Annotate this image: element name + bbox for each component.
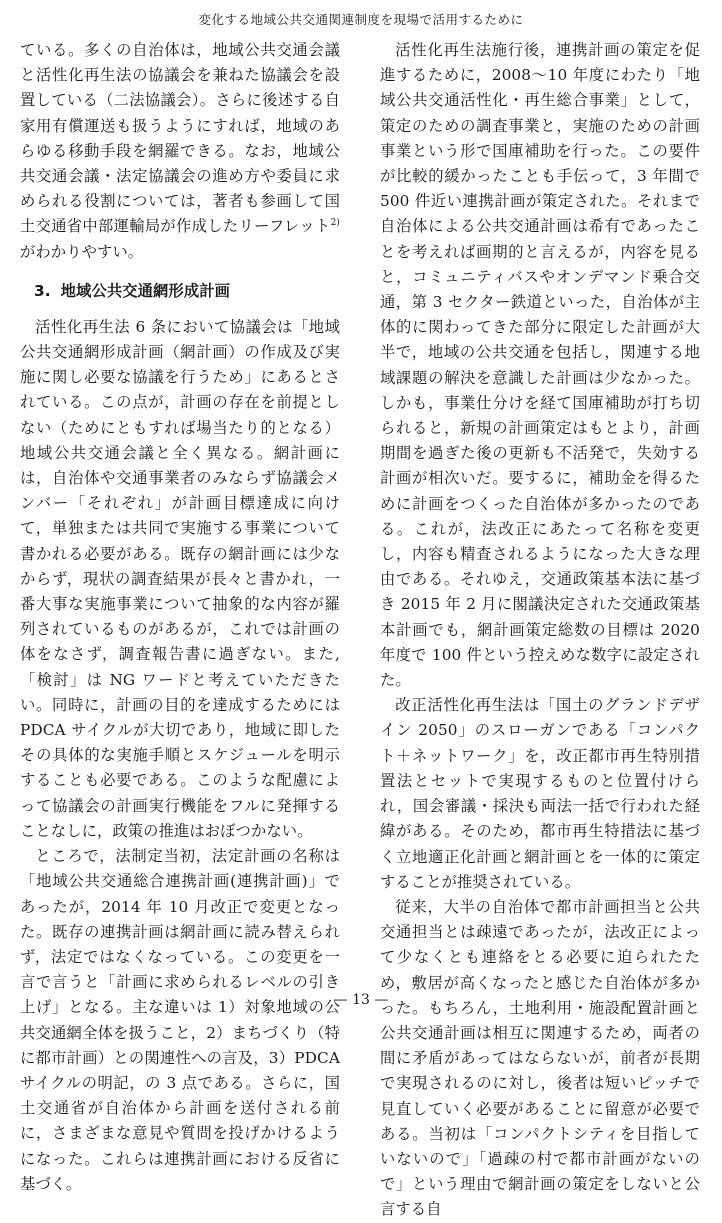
running-header: 変化する地域公共交通関連制度を現場で活用するために	[198, 12, 524, 27]
section-title: 地域公共交通網形成計画	[60, 281, 231, 300]
paragraph: 改正活性化再生法は「国土のグランドデザイン 2050」のスローガンである「コンパクト＋ネットワーク」を，改正都市再生特別措置法とセットで実現するものと位置付けられ，国会審議・採決も両法一括で行われた経緯がある。そのため，都市再生特措法に基づく立地適正化計画と網計画とを一体的に策定することが推奨されている。	[380, 696, 700, 891]
paragraph: 従来，大半の自治体で都市計画担当と公共交通担当とは疎遠であったが，法改正によって少なくとも連絡をとる必要に迫られたため，敷居が高くなったと感じた自治体が多かった。もちろん，土地利用・施設配置計画と公共交通計画は相互に関連するため，両者の間に矛盾があってはならないが，前者が長期で実現されるのに対し，後者は短いピッチで見直していく必要があることに留意が必要である。当初は「コンパクトシティを目指していないので」「過疎の村で都市計画がないので」という理由で網計画の策定をしないと公言する自	[380, 897, 700, 1219]
footnote-reference: 2)	[330, 218, 340, 229]
left-column	[20, 38, 340, 1197]
right-column	[380, 38, 700, 1223]
paragraph-continued: ている。多くの自治体は，地域公共交通会議と活性化再生法の協議会を兼ねた協議会を設置している（二法協議会）。さらに後述する自家用有償運送も扱うようにすれば，地域のあらゆる移動手段を網羅できる。なお，地域公共交通会議・法定協議会の進め方や委員に求められる役割については，著者も参画して国土交通省中部運輸局が作成したリーフレット$^{2)}$がわかりやすい。	[20, 41, 340, 261]
section-heading	[20, 279, 340, 303]
page-number: — 13 —	[333, 992, 389, 1008]
paragraph: 活性化再生法 6 条において協議会は「地域公共交通網形成計画（網計画）の作成及び実施に関し必要な協議を行うため」にあるとされている。この点が，計画の存在を前提としない（ためにともすれば場当たり的となる）地域公共交通会議と全く異なる。網計画には，自治体や交通事業者のみならず協議会メンバー「それぞれ」が計画目標達成に向けて，単独または共同で実施する事業について書かれる必要がある。既存の網計画には少なからず，現状の調査結果が長々と書かれ，一番大事な実施事業について抽象的な内容が羅列されているものがあるが，これでは計画の体をなさず，調査報告書に過ぎない。また,「検討」は NG ワードと考えていただきたい。同時に，計画の目的を達成するためには PDCA サイクルが大切であり，地域に即したその具体的な実施手順とスケジュールを明示することも必要である。このような配慮によって協議会の計画実行機能をフルに発揮することなしに，政策の推進はおぼつかない。	[20, 317, 340, 840]
paragraph: ところで，法制定当初，法定計画の名称は「地域公共交通総合連携計画(連携計画)」であったが，2014 年 10 月改正で変更となった。既存の連携計画は網計画に読み替えられず，法定ではなくなっている。この変更を一言で言うと「計画に求められるレベルの引き上げ」となる。主な違いは 1）対象地域の公共交通網全体を扱うこと，2）まちづくり（特に都市計画）との関連性への言及，3）PDCA サイクルの明記，の 3 点である。さらに，国土交通省が自治体から計画を送付される前に，さまざまな意見や質問を投げかけるようになった。これらは連携計画における反省に基づく。	[20, 847, 340, 1193]
paragraph: 活性化再生法施行後，連携計画の策定を促進するために，2008～10 年度にわたり「地域公共交通活性化・再生総合事業」として，策定のための調査事業と，実施のための計画事業という形で国庫補助を行った。この要件が比較的緩かったことも手伝って，3 年間で 500 件近い連携計画が策定された。それまで自治体による公共交通計画は希有であったことを考えれば画期的と言えるが，内容を見ると，コミュニティバスやオンデマンド乗合交通，第 3 セクター鉄道といった，自治体が主体的に関わってきた部分に限定した計画が大半で，地域の公共交通を包括し，関連する地域課題の解決を意識した計画は少なかった。しかも，事業仕分けを経て国庫補助が打ち切られると，新規の計画策定はもとより，計画期間を過ぎた後の更新も不活発で，失効する計画が相次いだ。要するに，補助金を得るために計画をつくった自治体が多かったのである。これが，法改正にあたって名称を変更し，内容も精査されるようになった大きな理由である。それゆえ，交通政策基本法に基づき 2015 年 2 月に閣議決定された交通政策基本計画でも，網計画策定総数の目標は 2020 年度で 100 件という控えめな数字に設定された。	[380, 41, 700, 690]
section-number: 3.	[34, 281, 51, 300]
